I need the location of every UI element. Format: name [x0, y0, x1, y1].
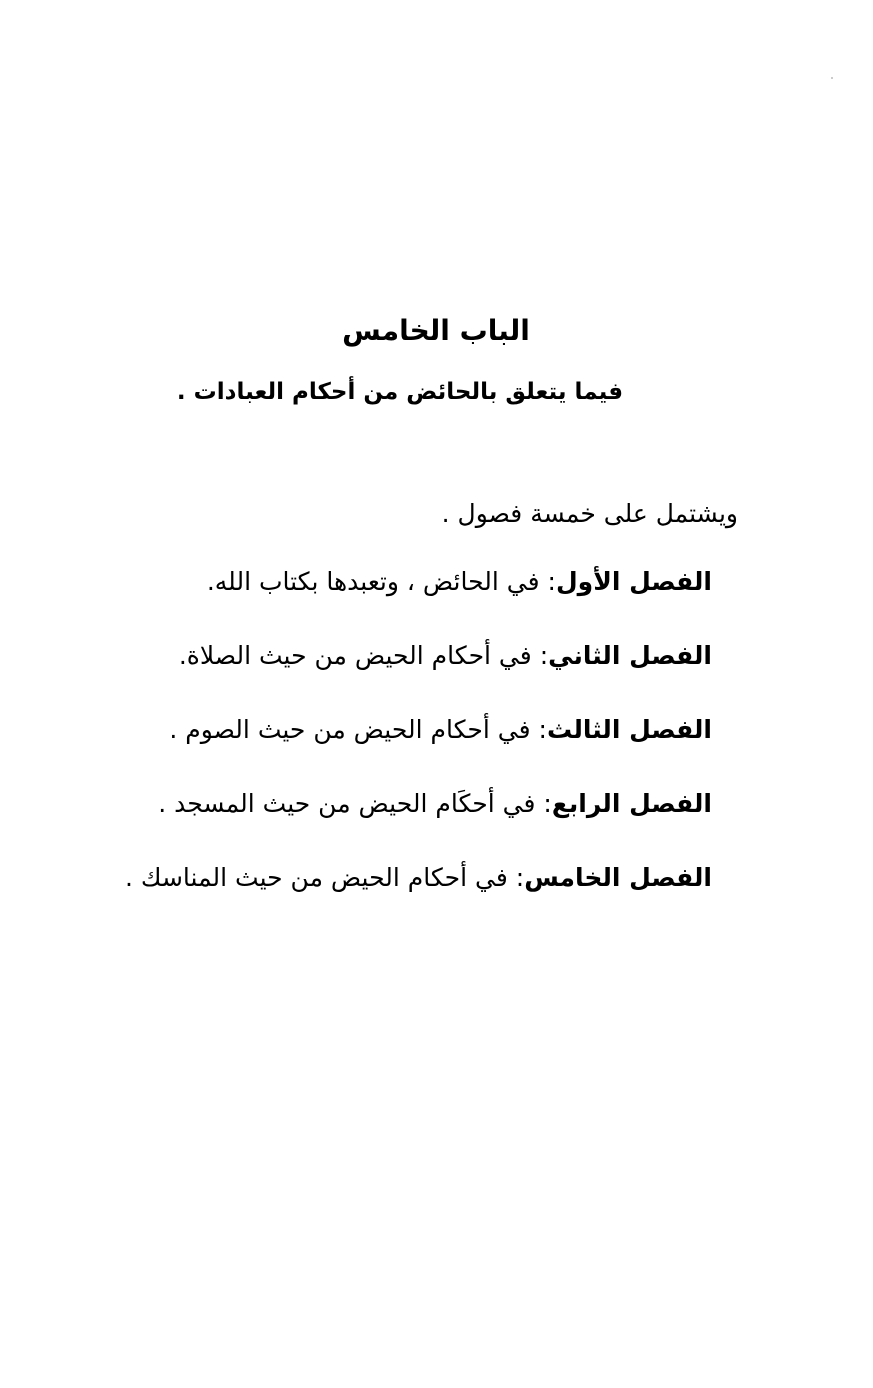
- section-label: الفصل الثالث: [546, 715, 712, 744]
- section-text: في أحكام الحيض من حيث الصلاة.: [178, 641, 532, 670]
- section-separator: :: [543, 789, 552, 818]
- chapter-title: الباب الخامس: [342, 314, 530, 347]
- section-separator: :: [515, 863, 525, 892]
- section-label: الفصل الخامس: [524, 863, 712, 892]
- section-separator: :: [539, 641, 549, 670]
- section-item-1: [100, 560, 712, 634]
- section-label: الفصل الأول: [555, 567, 712, 596]
- section-item-4: [100, 782, 712, 856]
- section-separator: :: [538, 715, 547, 744]
- section-separator: :: [547, 567, 556, 596]
- section-item-2: [100, 634, 712, 708]
- section-label: الفصل الرابع: [551, 789, 712, 818]
- intro-paragraph: ويشتمل على خمسة فصول .: [441, 499, 738, 528]
- section-item-3: [100, 708, 712, 782]
- section-text: في أحكام الحيض من حيث الصوم .: [169, 715, 531, 744]
- section-label: الفصل الثاني: [548, 641, 712, 670]
- section-text: في أحكَام الحيض من حيث المسجد .: [158, 789, 536, 818]
- section-text: في أحكام الحيض من حيث المناسك .: [125, 863, 508, 892]
- chapter-subtitle: فيما يتعلق بالحائض من أحكام العبادات .: [176, 379, 624, 405]
- scan-speck: [831, 77, 833, 79]
- section-item-5: [100, 856, 712, 930]
- section-text: في الحائض ، وتعبدها بكتاب الله.: [206, 567, 540, 596]
- section-list: [100, 560, 712, 930]
